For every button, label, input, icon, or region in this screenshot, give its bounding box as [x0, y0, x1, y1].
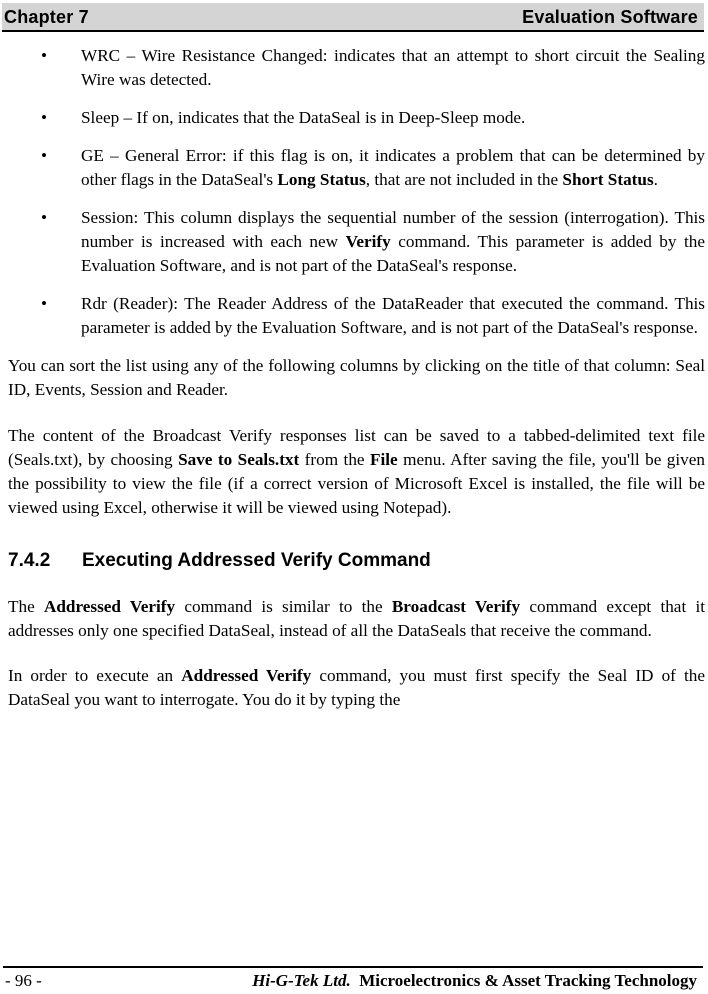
chapter-label: Chapter 7 — [4, 7, 89, 27]
bullet-item: • GE – General Error: if this flag is on, it indicates a problem that can be determined by other flags in the DataSeal's Long Status, that are not included in the Short Status. — [41, 146, 705, 189]
page-header — [2, 3, 704, 32]
bullet-item: • Rdr (Reader): The Reader Address of the DataReader that executed the command. This parameter is added by the Evaluation Software, and is not part of the DataSeal's response. — [41, 294, 705, 337]
page-number: - 96 - — [5, 971, 42, 990]
bullet-item: • WRC – Wire Resistance Changed: indicates that an attempt to short circuit the Sealing Wire was detected. — [41, 46, 705, 89]
bullet-item: • Sleep – If on, indicates that the DataSeal is in Deep-Sleep mode. — [8, 106, 705, 130]
footer-company: Hi-G-Tek Ltd. Microelectronics & Asset Tracking Technology — [252, 971, 697, 990]
addressed-verify-intro: The Addressed Verify command is similar to the Broadcast Verify command except that it addresses only one specified DataSeal, instead of all the DataSeals that receive the command. — [8, 597, 705, 640]
bullet-dot-icon: • — [41, 108, 48, 127]
bullet-dot-icon: • — [41, 294, 48, 313]
section-title: Executing Addressed Verify Command — [82, 550, 431, 571]
chapter-title: Evaluation Software — [522, 7, 698, 27]
section-heading — [8, 548, 705, 574]
save-to-seals-menu-ref: Save to Seals.txt — [178, 450, 300, 469]
addressed-verify-instructions: In order to execute an Addressed Verify command, you must first specify the Seal ID of the DataSeal you want to interrogate. You do it by typing the — [8, 666, 706, 709]
bullet-dot-icon: • — [41, 46, 48, 65]
flag-description-list — [8, 44, 705, 340]
section-number: 7.4.2 — [8, 550, 51, 571]
bullet-dot-icon: • — [41, 146, 48, 165]
file-menu-ref: File — [370, 450, 398, 469]
bullet-item: • Session: This column displays the sequential number of the session (interrogation). This number is increased with each new Verify command. This parameter is added by the Evaluation Software, and is not part of the DataSeal's response. — [41, 208, 705, 275]
page-footer — [3, 966, 703, 994]
save-paragraph: The content of the Broadcast Verify responses list can be saved to a tabbed-delimited text file (Seals.txt), by choosing Save to Seals.txt from the File menu. After saving the file, you'll be given the possibility to view the file (if a correct version of Microsoft Excel is installed, the file will be viewed using Excel, otherwise it will be viewed using Notepad). — [8, 426, 705, 517]
bullet-dot-icon: • — [41, 208, 48, 227]
sort-paragraph: You can sort the list using any of the following columns by clicking on the title of that column: Seal ID, Events, Session and Reader. — [8, 356, 705, 399]
page-content — [8, 44, 705, 712]
